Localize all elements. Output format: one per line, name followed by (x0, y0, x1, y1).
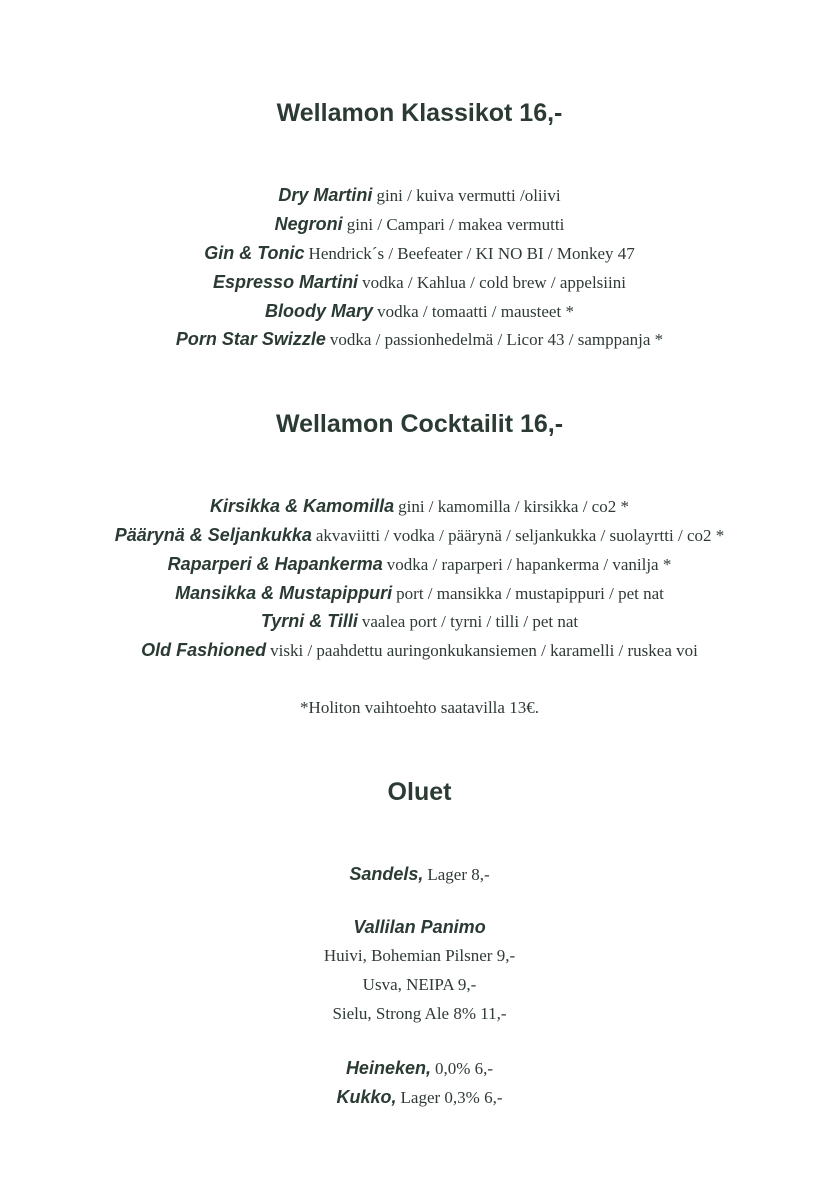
beer-item (0, 1085, 839, 1111)
menu-item (0, 270, 839, 296)
beer-name: Sandels, (349, 864, 424, 884)
drink-name: Kirsikka & Kamomilla (210, 496, 395, 516)
alcohol-free-note: *Holiton vaihtoehto saatavilla 13€. (300, 698, 539, 717)
menu-item (0, 552, 839, 578)
menu-item (0, 581, 839, 607)
menu-item (0, 638, 839, 664)
drink-ingredients: Hendrick´s / Beefeater / KI NO BI / Monkey 47 (308, 244, 635, 263)
drink-ingredients: vodka / passionhedelmä / Licor 43 / samppanja * (329, 330, 664, 349)
beer-item: Sielu, Strong Ale 8% 11,- (332, 1004, 507, 1023)
drink-ingredients: port / mansikka / mustapippuri / pet nat (396, 584, 664, 603)
drink-name: Päärynä & Seljankukka (114, 525, 312, 545)
drink-name: Negroni (274, 214, 343, 234)
drink-ingredients: gini / kuiva vermutti /oliivi (376, 186, 561, 205)
drink-name: Dry Martini (278, 185, 373, 205)
drink-name: Raparperi & Hapankerma (167, 554, 383, 574)
classics-heading: Wellamon Klassikot 16,- (276, 99, 563, 127)
drink-ingredients: gini / Campari / makea vermutti (346, 215, 565, 234)
beer-desc: Lager 0,3% 6,- (400, 1088, 503, 1107)
beer-desc: Lager 8,- (427, 865, 490, 884)
drink-name: Mansikka & Mustapippuri (175, 583, 393, 603)
drink-ingredients: vodka / raparperi / hapankerma / vanilja * (386, 555, 672, 574)
beer-item: Usva, NEIPA 9,- (362, 975, 477, 994)
menu-item (0, 241, 839, 267)
drink-ingredients: akvaviitti / vodka / päärynä / seljankukka / suolayrtti / co2 * (315, 526, 725, 545)
menu-item (0, 299, 839, 325)
drink-name: Tyrni & Tilli (260, 611, 358, 631)
menu-item (0, 327, 839, 353)
drink-name: Espresso Martini (213, 272, 359, 292)
beer-name: Kukko, (336, 1087, 397, 1107)
drink-ingredients: vodka / tomaatti / mausteet * (377, 302, 574, 321)
menu-item (0, 523, 839, 549)
drink-name: Porn Star Swizzle (175, 329, 326, 349)
brewery-name: Vallilan Panimo (353, 917, 486, 937)
beer-item (0, 1056, 839, 1082)
drink-name: Old Fashioned (141, 640, 267, 660)
beer-desc: 0,0% 6,- (434, 1059, 494, 1078)
drink-ingredients: gini / kamomilla / kirsikka / co2 * (398, 497, 629, 516)
beers-heading: Oluet (387, 778, 452, 806)
menu-item (0, 183, 839, 209)
beer-item (0, 862, 839, 888)
menu-item (0, 609, 839, 635)
brewery-name-line (0, 915, 839, 941)
drink-ingredients: vodka / Kahlua / cold brew / appelsiini (362, 273, 626, 292)
drink-ingredients: viski / paahdettu auringonkukansiemen / karamelli / ruskea voi (270, 641, 698, 660)
drink-ingredients: vaalea port / tyrni / tilli / pet nat (361, 612, 579, 631)
cocktails-heading: Wellamon Cocktailit 16,- (275, 410, 564, 438)
beer-item: Huivi, Bohemian Pilsner 9,- (323, 946, 516, 965)
menu-item (0, 494, 839, 520)
drink-name: Gin & Tonic (204, 243, 305, 263)
beer-name: Heineken, (345, 1058, 431, 1078)
menu-item (0, 212, 839, 238)
drink-name: Bloody Mary (265, 301, 374, 321)
